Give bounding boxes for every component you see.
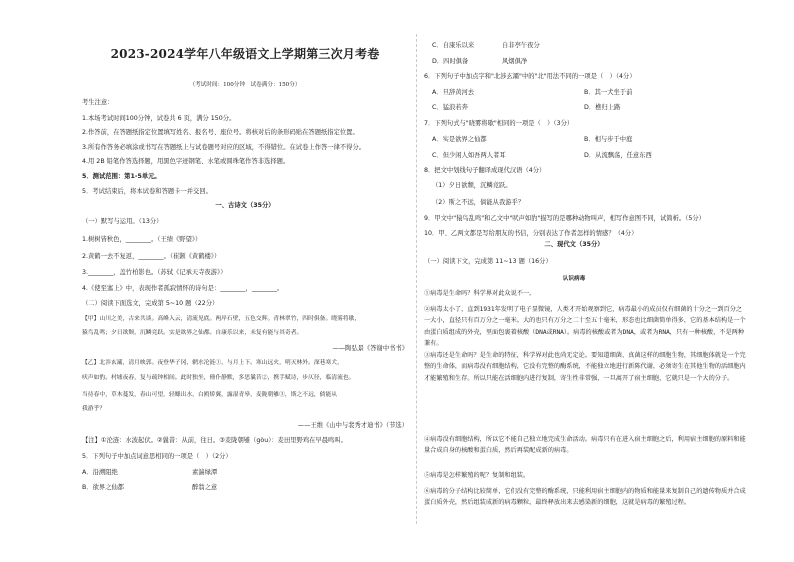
option-b: B．其一犬坐于前 [584, 89, 633, 96]
question-7: 7．下列句式与"晓雾将歇"相同的一项是（ ）（3分） [424, 120, 574, 127]
passage-line: 当待春中，草木蔓发，春山可望，轻鲦出水，白鸥矫翼，露湿青皋，麦陇朝雊③，斯之不远，倘能从 [82, 392, 338, 398]
option-a: A．沿溯阻绝 [82, 469, 118, 476]
passage-line: 【乙】北涉玄灞，清月映郭。夜登华子冈，辋水沦涟①，与月上下。寒山远火，明灭林外。深巷寒犬， [82, 360, 343, 366]
notice-item: 1.本场考试时间100分钟，试卷共 6 页，满分 150分。 [82, 115, 236, 122]
option-b: B．欲界之仙都 [82, 484, 125, 491]
recite-question: 3.________，盖竹柏影也。（苏轼《记承天寺夜游》） [82, 269, 227, 276]
passage-line: 我游乎？ [82, 406, 106, 412]
article-paragraph: ①病毒是生命吗？科学界对此众说不一。 [424, 290, 536, 297]
option-c: C．猛浪若奔 [432, 104, 468, 111]
article-title: 认识病毒 [562, 276, 586, 282]
article-paragraph: ⑥病毒的分子结构比较简单，它们没有完整的酶系统，只能利用宿主细胞内的物质和能量来复制自己的遗传物质并合成蛋白质外壳，然后组装成新的病毒颗粒，最终释放出来去感染新的细胞，这就是病毒的繁殖过程。 [424, 488, 746, 507]
right-column [424, 0, 754, 562]
passage-source: ——王维《山中与裴秀才迪书》（节选） [297, 422, 408, 429]
option-a-pair: 素湍绿潭 [192, 469, 218, 476]
option-d: D．从流飘荡，任意东西 [584, 152, 652, 159]
notice-item: 2.作答前，在答题纸指定位置填写姓名、报名号、座位号。将核对后的条形码贴在答题纸指定位置。 [82, 129, 359, 136]
option-a: A．旦辞黄河去 [432, 89, 475, 96]
subsection-heading: （一）阅读下文，完成第 11~13 题（16分） [424, 258, 552, 265]
recite-question: 4.《使至塞上》中，表现作者孤寂情怀的诗句是：________，________。 [82, 285, 284, 292]
article-paragraph: ③病毒还是生命吗？是生命的特征，科学界对此也尚无定论。要知道细菌、真菌这样的细胞生物，其细胞体就是一个完整的生命体，而病毒没有细胞结构，它没有完整的酶系统，不能独立地进行新陈代谢，必须寄生在其他生物的活细胞内才能繁殖和生存。所以只能在活细胞内进行复制，寄生性非常强，一旦离开了宿主细胞，它就只是一个大的分子。 [424, 352, 746, 382]
notice-item: 3.所有作答务必填涂或书写在答题纸上与试卷题号对应的区域，不得错位。在试卷上作答一律不得分。 [82, 144, 366, 151]
notice-item: 5．考试结束后，将本试卷和答题卡一并交回。 [82, 188, 212, 195]
annotation-note: 【注】①沦涟：水波起伏。②曩昔：从前，往日。③麦陇朝雊（gòu）：麦田里野鸡在早晨鸣叫。 [82, 437, 347, 444]
passage-source: ——陶弘景《答谢中书书》 [332, 345, 408, 352]
option-c-pair: 自非亭午夜分 [502, 42, 540, 49]
column-divider [416, 34, 417, 524]
question-5: 5．下列句子中加点词意思相同的一项是（ ）（2分） [82, 453, 232, 460]
notice-heading: 考生注意： [82, 99, 114, 106]
option-d: D．四时俱备 [432, 58, 469, 65]
recite-question: 1.树树皆秋色，________。（王绩《野望》） [82, 236, 202, 243]
option-b: B．相与步于中庭 [584, 136, 633, 143]
notice-item: 4.用 2B 铅笔作答选择题，用黑色字迹钢笔、水笔或圆珠笔作答非选择题。 [82, 158, 290, 165]
article-paragraph: ②病毒太小了，直到1931年发明了电子显微镜，人类才开始观察到它，病毒最小的成员仅有细菌的十分之一到百分之一大小，直径只有百万分之一毫米。大的也只有万分之二十至五十毫米，形态也比细菌简单得多，它的基本结构是一个由蛋白质组成的外壳，里面包裹着核酸（DNA或RNA）。病毒的核酸或者为DNA，或者为RNA，只有一种核酸，不是两种兼有。 [424, 306, 746, 347]
option-c: C．自康乐以来 [432, 42, 475, 49]
option-a: A．实是欲界之仙都 [432, 136, 487, 143]
notice-item: 5．测试范围：第1-5单元。 [82, 173, 161, 180]
question-8-part: （2）斯之不远，倘能从我游乎？ [432, 199, 525, 206]
option-d-pair: 风烟俱净 [502, 58, 528, 65]
exam-info: （考试时间：100分钟 试卷满分：150分） [189, 82, 301, 88]
article-paragraph: ④病毒没有细胞结构，所以它不能自己独立地完成生命活动。病毒只有在进入宿主细胞之后，利用宿主细胞的原料和能量合成自身的核酸和蛋白质，然后再装配成新的病毒。 [424, 436, 746, 455]
recite-question: 2.黄鹤一去不复返，________。（崔颢《黄鹤楼》） [82, 253, 221, 260]
subsection-heading: （二）阅读下面选文，完成第 5~10 题（22分） [82, 300, 219, 307]
passage-line: 【甲】山川之美，古来共谈。高峰入云，清流见底。两岸石壁，五色交辉。青林翠竹，四时俱备。晓雾将歇， [82, 316, 361, 322]
section-heading: 一、古诗文（35分） [215, 202, 275, 209]
question-9: 9．甲文中"猿鸟乱鸣"和乙文中"吠声如豹"描写的是哪种动物叫声，相写作意图不同，试简析。（5分） [424, 215, 705, 222]
option-b-pair: 醉翁之意 [192, 484, 218, 491]
option-d: D．樵归上路 [584, 104, 621, 111]
passage-line: 吠声如豹。村墟夜舂，复与疏钟相间。此时独坐，僮仆静默，多思曩昔②，携手赋诗，步仄径，临清流也。 [82, 375, 355, 381]
option-c: C．但少闲人如吾两人者耳 [432, 152, 506, 159]
article-paragraph: ⑤病毒是怎样繁殖的呢？复制和组装。 [424, 472, 530, 479]
exam-title: 2023-2024学年八年级语文上学期第三次月考卷 [110, 47, 380, 61]
question-10: 10．甲、乙两文都是写给朋友的书信，分别表达了作者怎样的情感？（4分） [424, 230, 638, 237]
passage-line: 猿鸟乱鸣；夕日欲颓，沉鳞竞跃。实是欲界之仙都。自康乐以来，未复有能与其奇者。 [82, 330, 303, 336]
question-6: 6．下列句子中加点字和"北涉玄灞"中的"北"用法不同的一项是（ ）（4分） [424, 73, 636, 80]
left-column [82, 0, 408, 562]
question-8-part: （1）夕日欲颓，沉鳞竞跃。 [432, 182, 512, 189]
subsection-heading: （一）默写与运用。（13分） [82, 218, 163, 225]
question-8: 8．把文中划线句子翻译成现代汉语（4分） [424, 167, 546, 174]
section-heading: 二、现代文（35分） [544, 241, 604, 248]
